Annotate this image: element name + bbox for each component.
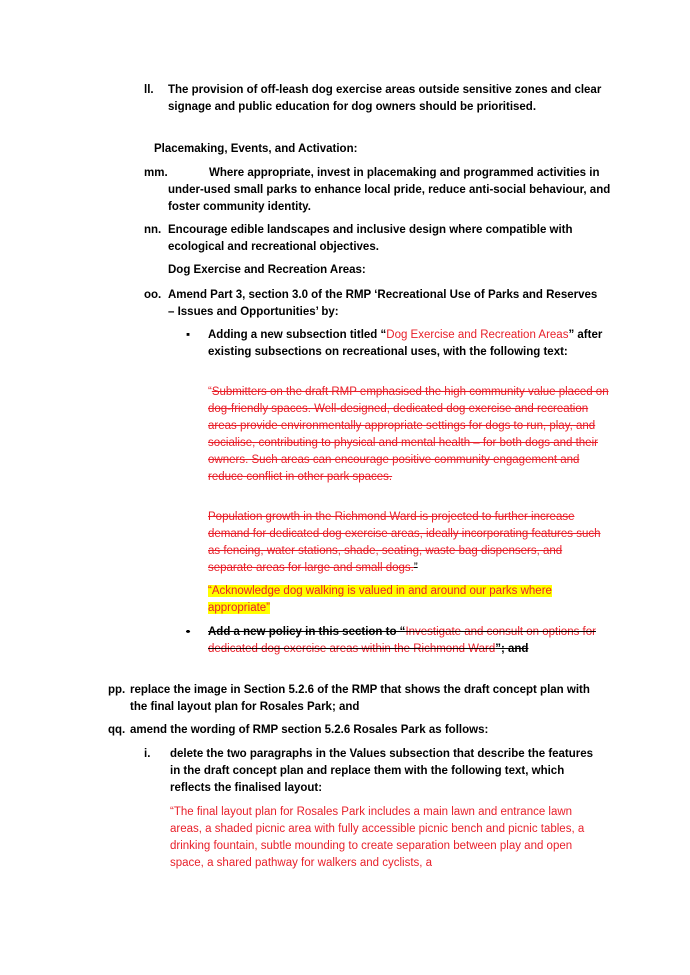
clause-label: i. [144,748,151,760]
clause-text: amend the wording of RMP section 5.2.6 Rosales Park as follows: [130,724,489,736]
subclause-i [144,746,604,797]
clause-label: oo. [144,289,162,301]
bullet-text: Adding a new subsection titled “Dog Exercise and Recreation Areas” after existing subsections on recreational uses, with the following text: [208,329,603,358]
clause-qq [108,722,608,739]
highlighted-text: “Acknowledge dog walking is valued in and around our parks where appropriate” [208,585,552,614]
clause-text: Encourage edible landscapes and inclusive design where compatible with ecological and recreational objectives. [168,224,573,253]
bullet-marker: ▪ [186,329,191,341]
section-heading-dog-areas: Dog Exercise and Recreation Areas: [168,264,366,276]
clause-text: The provision of off-leash dog exercise areas outside sensitive zones and clear signage and public education for dog owners should be prioritised. [168,84,602,113]
inserted-highlight [208,583,568,617]
clause-mm [144,165,612,216]
clause-label: ll. [144,84,154,96]
inserted-values-text [170,804,600,872]
clause-pp [108,682,598,716]
bullet-marker: ▪ [186,626,191,638]
clause-oo [144,287,599,321]
clause-text: delete the two paragraphs in the Values subsection that describe the features in the draft concept plan and replace them with the following text, which reflects the finalised layout: [170,748,594,794]
clause-label: qq. [108,724,126,736]
policy-text: Investigate and consult on options for dedicated dog exercise areas within the Richmond Ward [208,626,596,655]
section-heading-placemaking: Placemaking, Events, and Activation: [154,143,358,155]
deleted-paragraph-1: “Submitters on the draft RMP emphasised the high community value placed on dog-friendly spaces. Well-designed, dedicated dog exercise and recreation areas provide environmentally appropriate settings for dogs to run, play, and socialise, contributing to physical and mental health – for both dogs and their owners. Such areas can encourage positive community engagement and reduce conflict in other park spaces. [208,386,609,483]
deleted-paragraph-2: Population growth in the Richmond Ward is projected to further increase demand for dedicated dog exercise areas, ideally incorporating features such as fencing, water stations, shade, seating, waste bag dispensers, and separate areas for large and small dogs.” [208,511,601,574]
clause-label: mm. [144,167,168,179]
bullet-text: Add a new policy in this section to “Investigate and consult on options for dedicated dog exercise areas within the Richmond Ward”; and [208,626,596,655]
bullet-add-subsection [186,327,606,361]
deleted-text: Submitters on the draft RMP emphasised the high community value placed on dog-friendly spaces. Well-designed, dedicated dog exercise and recreation areas provide environmentally appropriate settings for dogs to run, play, and socialise, contributing to physical and mental health – for both dogs and their owners. Such areas can encourage positive community engagement and reduce conflict in other park spaces. [208,386,609,483]
clause-text: Amend Part 3, section 3.0 of the RMP ‘Recreational Use of Parks and Reserves – Issues and Opportunities’ by: [168,289,598,318]
clause-text: Where appropriate, invest in placemaking and programmed activities in under-used small parks to enhance local pride, reduce anti-social behaviour, and foster community identity. [168,167,611,213]
subsection-title: Dog Exercise and Recreation Areas [386,329,569,341]
clause-label: pp. [108,684,126,696]
bullet-add-policy [186,624,606,658]
inserted-text: “The final layout plan for Rosales Park includes a main lawn and entrance lawn areas, a shaded picnic area with fully accessible picnic bench and picnic tables, a drinking fountain, subtle mounding to create separation between play and open space, a shared pathway for walkers and cyclists, a [170,806,585,869]
clause-text: replace the image in Section 5.2.6 of the RMP that shows the draft concept plan with the final layout plan for Rosales Park; and [130,684,590,713]
clause-ll [144,82,604,116]
deleted-text: Population growth in the Richmond Ward is projected to further increase demand for dedicated dog exercise areas, ideally incorporating features such as fencing, water stations, shade, seating, waste bag dispensers, and separate areas for large and small dogs. [208,511,601,574]
clause-nn [144,222,599,256]
clause-label: nn. [144,224,162,236]
